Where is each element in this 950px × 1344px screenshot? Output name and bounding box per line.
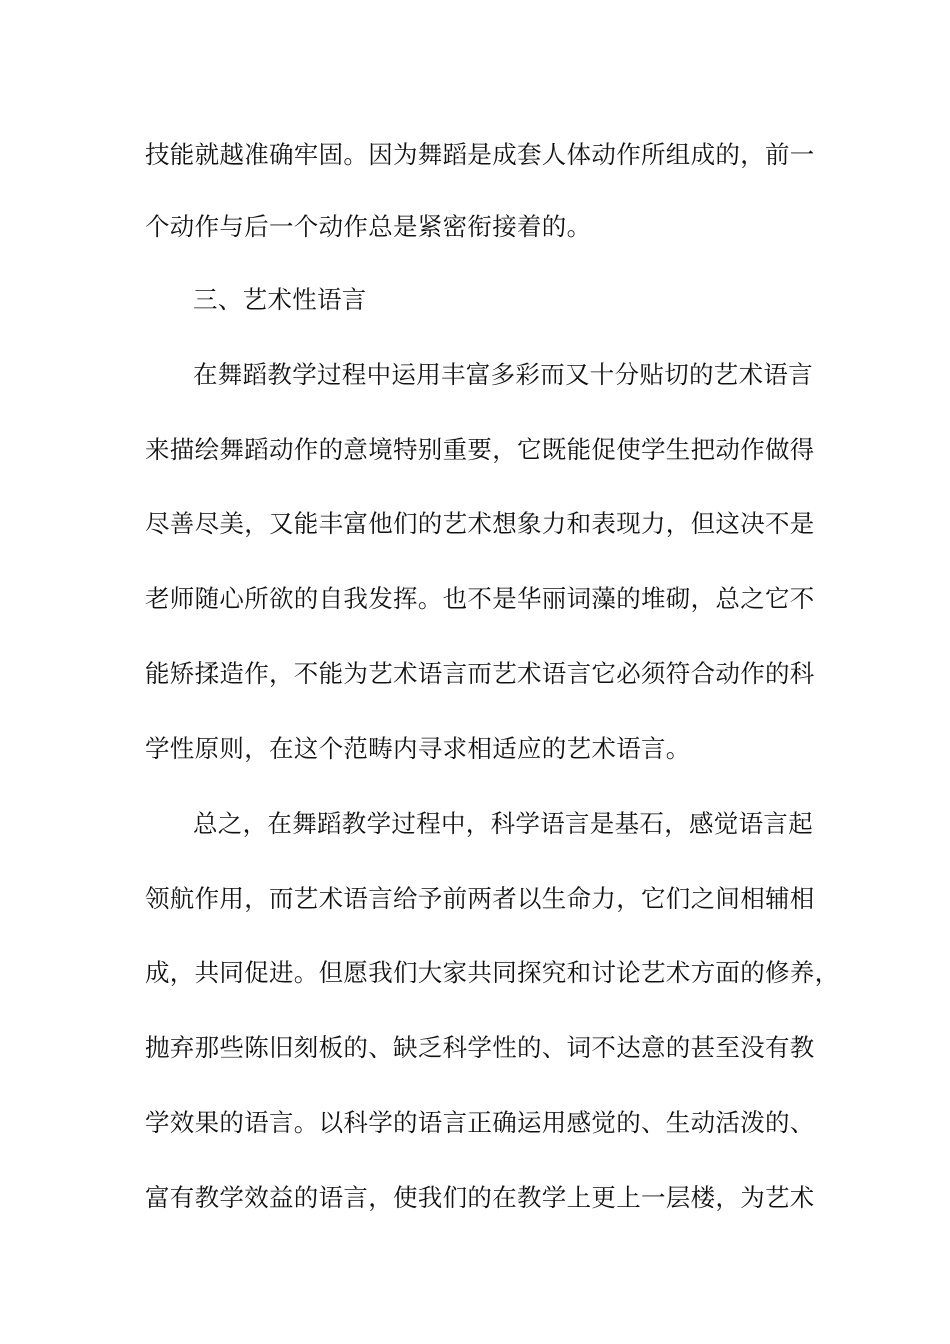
text-line-1: 技能就越准确牢固。因为舞蹈是成套人体动作所组成的，前一 xyxy=(145,140,815,169)
text-line-6: 老师随心所欲的自我发挥。也不是华丽词藻的堆砌，总之它不 xyxy=(145,584,815,613)
text-line-11: 成，共同促进。但愿我们大家共同探究和讨论艺术方面的修养， xyxy=(145,958,840,987)
text-line-9: 总之，在舞蹈教学过程中，科学语言是基石，感觉语言起 xyxy=(193,809,813,838)
text-line-8: 学性原则，在这个范畴内寻求相适应的艺术语言。 xyxy=(145,734,691,763)
text-line-10: 领航作用，而艺术语言给予前两者以生命力，它们之间相辅相 xyxy=(145,884,815,913)
section-heading: 三、艺术性语言 xyxy=(193,285,367,314)
text-line-4: 来描绘舞蹈动作的意境特别重要，它既能促使学生把动作做得 xyxy=(145,435,815,464)
text-line-3: 在舞蹈教学过程中运用丰富多彩而又十分贴切的艺术语言 xyxy=(193,360,813,389)
text-line-12: 抛弃那些陈旧刻板的、缺乏科学性的、词不达意的甚至没有教 xyxy=(145,1033,815,1062)
text-line-14: 富有教学效益的语言，使我们的在教学上更上一层楼，为艺术 xyxy=(145,1183,815,1212)
text-line-2: 个动作与后一个动作总是紧密衔接着的。 xyxy=(145,212,592,241)
text-line-13: 学效果的语言。以科学的语言正确运用感觉的、生动活泼的、 xyxy=(145,1108,815,1137)
text-line-5: 尽善尽美，又能丰富他们的艺术想象力和表现力，但这决不是 xyxy=(145,509,815,538)
text-line-7: 能矫揉造作，不能为艺术语言而艺术语言它必须符合动作的科 xyxy=(145,659,815,688)
